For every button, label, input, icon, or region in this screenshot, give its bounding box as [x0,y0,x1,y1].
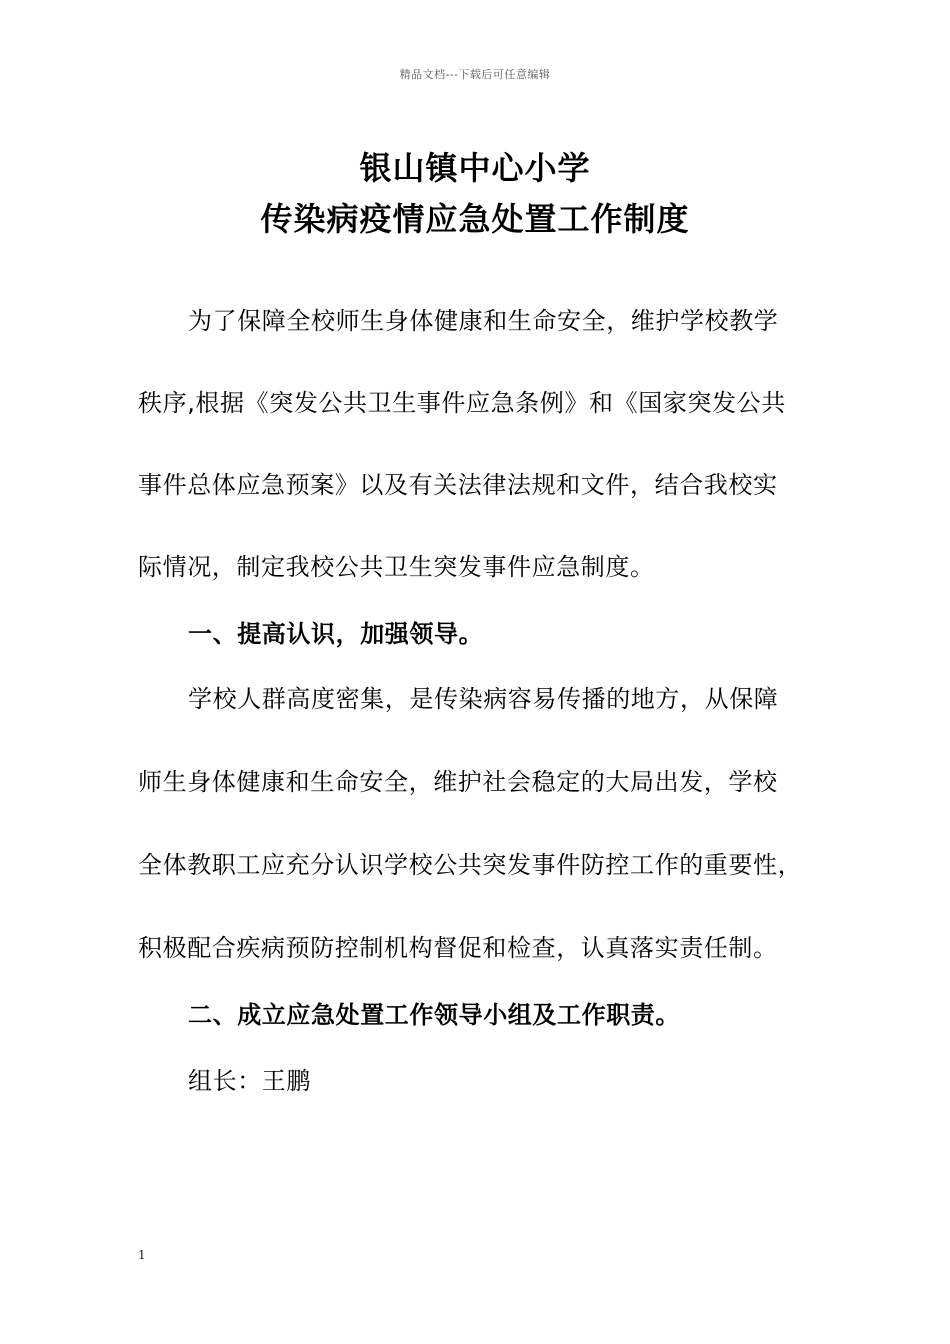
paragraph-line: 际情况，制定我校公共卫生突发事件应急制度。 [138,553,655,581]
paragraph-line: 秩序,根据《突发公共卫生事件应急条例》和《国家突发公共 [138,389,786,417]
leader-line: 组长：王鹏 [188,1067,311,1095]
paragraph-line: 师生身体健康和生命安全，维护社会稳定的大局出发，学校 [138,768,778,796]
page-number: 1 [138,1248,146,1262]
paragraph-line: 事件总体应急预案》以及有关法律法规和文件，结合我校实 [138,471,778,499]
paragraph-line: 全体教职工应充分认识学校公共突发事件防控工作的重要性， [138,851,803,879]
document-title-line-2: 传染病疫情应急处置工作制度 [260,200,690,238]
section-heading-2: 二、成立应急处置工作领导小组及工作职责。 [188,1001,680,1029]
section-heading-1: 一、提高认识，加强领导。 [188,620,484,648]
paragraph-line: 积极配合疾病预防控制机构督促和检查，认真落实责任制。 [138,934,778,962]
header-note: 精品文档---下载后可任意编辑 [399,68,551,81]
paragraph-line: 为了保障全校师生身体健康和生命安全，维护学校教学 [188,307,779,335]
document-title-line-1: 银山镇中心小学 [359,149,591,187]
paragraph-line: 学校人群高度密集，是传染病容易传播的地方，从保障 [188,685,779,713]
